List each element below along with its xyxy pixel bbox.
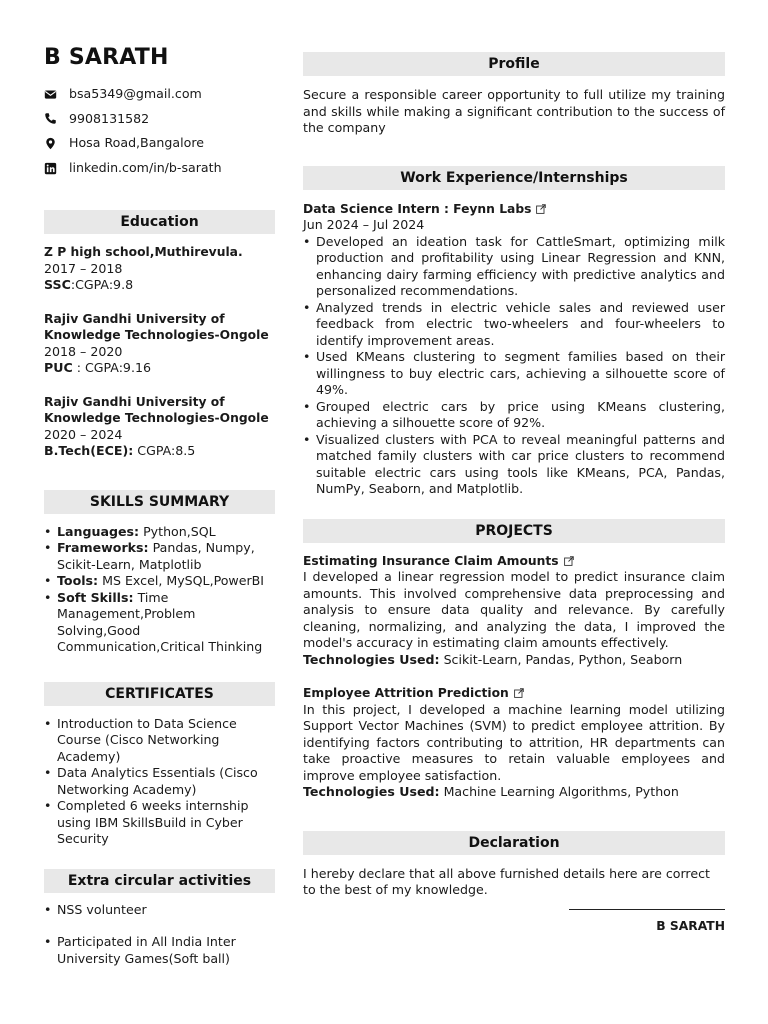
work-title-text: Data Science Intern : Feynn Labs: [303, 201, 532, 216]
list-item: • Introduction to Data Science Course (Cisco Networking Academy): [44, 716, 275, 766]
education-heading: Education: [44, 210, 275, 234]
list-item: • Used KMeans clustering to segment families based on their willingness to buy electric cars, achieving a silhouette score of 49%.: [303, 349, 725, 399]
list-item: • Visualized clusters with PCA to reveal meaningful patterns and matched family clusters with car price clusters to recommend suitable electric cars using tools like KMeans, PCA, Pandas, NumPy, Seaborn, and Matplotlib.: [303, 432, 725, 498]
left-column: [44, 44, 275, 967]
skill-value: Time Management,Problem Solving,Good Communication,Critical Thinking: [57, 589, 263, 655]
list-item: • Developed an ideation task for CattleSmart, optimizing milk production and profitability using Linear Regression and KNN, enhancing dairy farming efficiency with predictive analytics and personalized recommendations.: [303, 234, 725, 300]
education-score: [44, 277, 275, 294]
location-pin-icon: [44, 137, 57, 150]
list-item: • Completed 6 weeks internship using IBM SkillsBuild in Cyber Security: [44, 798, 275, 848]
school-name: Rajiv Gandhi University of Knowledge Technologies-Ongole: [44, 311, 269, 343]
education-years: 2018 – 2020: [44, 343, 123, 359]
project-description: In this project, I developed a machine learning model utilizing Support Vector Machines (SVM) to predict employee attrition. By identifying factors contributing to attrition, HR departments can take proactive measures to retain valuable employees and improve employee satisfaction.: [303, 701, 725, 783]
linkedin-text: linkedin.com/in/b-sarath: [69, 160, 222, 176]
linkedin-icon: [44, 162, 57, 175]
work-heading: Work Experience/Internships: [303, 166, 725, 190]
project-title[interactable]: [303, 685, 725, 702]
contact-phone[interactable]: [44, 111, 275, 127]
work-bullets: [303, 234, 725, 498]
project-technologies: [303, 784, 725, 801]
list-item: [44, 590, 275, 656]
external-link-icon[interactable]: [564, 556, 574, 566]
skill-value: MS Excel, MySQL,PowerBI: [102, 573, 264, 589]
declaration-text: I hereby declare that all above furnished details here are correct to the best of my knowledge.: [303, 865, 710, 897]
email-text: bsa5349@gmail.com: [69, 85, 202, 101]
school-name: Rajiv Gandhi University of Knowledge Technologies-Ongole: [44, 394, 269, 426]
project-entry: [303, 553, 725, 669]
skills-list: [44, 524, 275, 656]
project-technologies: [303, 652, 725, 669]
score-label: SSC: [44, 277, 71, 293]
work-title[interactable]: [303, 201, 725, 218]
skill-value: Pandas, Numpy, Scikit-Learn, Matplotlib: [57, 540, 255, 572]
signature-name: B SARATH: [656, 918, 725, 933]
contact-email[interactable]: [44, 86, 275, 102]
work-dates: Jun 2024 – Jul 2024: [303, 217, 425, 232]
education-years: 2020 – 2024: [44, 426, 123, 442]
extra-activities-heading: Extra circular activities: [44, 869, 275, 893]
list-item: [44, 524, 275, 541]
external-link-icon[interactable]: [514, 688, 524, 698]
contact-list: [44, 86, 275, 176]
education-entry: [44, 311, 275, 377]
score-sep: :: [70, 277, 76, 293]
certificates-list: [44, 716, 275, 848]
skill-label: Frameworks:: [57, 540, 149, 556]
skills-heading: SKILLS SUMMARY: [44, 490, 275, 514]
contact-location: [44, 136, 275, 152]
project-entry: [303, 685, 725, 801]
list-item: • NSS volunteer: [44, 902, 275, 919]
skill-value: Python,SQL: [143, 523, 216, 539]
tech-value: Scikit-Learn, Pandas, Python, Seaborn: [443, 651, 683, 667]
school-name: Z P high school,Muthirevula.: [44, 245, 243, 260]
list-item: [44, 573, 275, 590]
extra-activities-list: [44, 902, 275, 968]
score-value: CGPA:9.8: [75, 277, 134, 293]
phone-icon: [44, 112, 57, 125]
profile-text: Secure a responsible career opportunity to full utilize my training and skills while making a significant contribution to the success of the company: [303, 87, 725, 135]
score-value: CGPA:9.16: [84, 360, 151, 376]
score-label: B.Tech(ECE):: [44, 443, 134, 459]
score-sep: :: [72, 360, 85, 376]
external-link-icon[interactable]: [536, 204, 546, 214]
education-entry: [44, 244, 275, 294]
education-entry: [44, 394, 275, 460]
project-title-text: Employee Attrition Prediction: [303, 686, 509, 700]
signature-line: [569, 909, 725, 910]
location-text: Hosa Road,Bangalore: [69, 135, 204, 151]
skill-label: Tools:: [57, 573, 99, 589]
candidate-name: B SARATH: [44, 45, 169, 70]
contact-linkedin[interactable]: [44, 160, 275, 176]
projects-heading: PROJECTS: [303, 519, 725, 543]
profile-heading: Profile: [303, 52, 725, 76]
education-score: [44, 443, 275, 460]
right-column: [303, 52, 725, 934]
tech-value: Machine Learning Algorithms, Python: [443, 784, 679, 799]
project-description: I developed a linear regression model to predict insurance claim amounts. This involved comprehensive data preprocessing and analysis to ensure data quality and relevance. By carefully cleaning, normalizing, and analyzing the data, I improved the model's accuracy in estimating claim amounts effectively.: [303, 569, 725, 650]
project-title[interactable]: [303, 553, 725, 570]
list-item: • Analyzed trends in electric vehicle sales and reviewed user feedback from electric two-wheelers and four-wheelers to identify improvement areas.: [303, 300, 725, 350]
project-title-text: Estimating Insurance Claim Amounts: [303, 553, 559, 568]
score-label: PUC: [44, 360, 73, 376]
certificates-heading: CERTIFICATES: [44, 682, 275, 706]
tech-label: Technologies Used:: [303, 784, 440, 799]
education-years: 2017 – 2018: [44, 260, 123, 276]
education-score: [44, 360, 275, 377]
list-item: • Data Analytics Essentials (Cisco Networking Academy): [44, 765, 275, 798]
score-value: CGPA:8.5: [137, 443, 196, 459]
declaration-heading: Declaration: [303, 831, 725, 855]
phone-text: 9908131582: [69, 110, 150, 126]
list-item: [44, 540, 275, 573]
list-item: • Grouped electric cars by price using KMeans clustering, achieving a silhouette score of 92%.: [303, 399, 725, 432]
list-item: • Participated in All India Inter University Games(Soft ball): [44, 934, 275, 967]
envelope-icon: [44, 88, 57, 101]
skill-label: Soft Skills:: [57, 589, 134, 605]
skill-label: Languages:: [57, 523, 140, 539]
tech-label: Technologies Used:: [303, 651, 440, 667]
